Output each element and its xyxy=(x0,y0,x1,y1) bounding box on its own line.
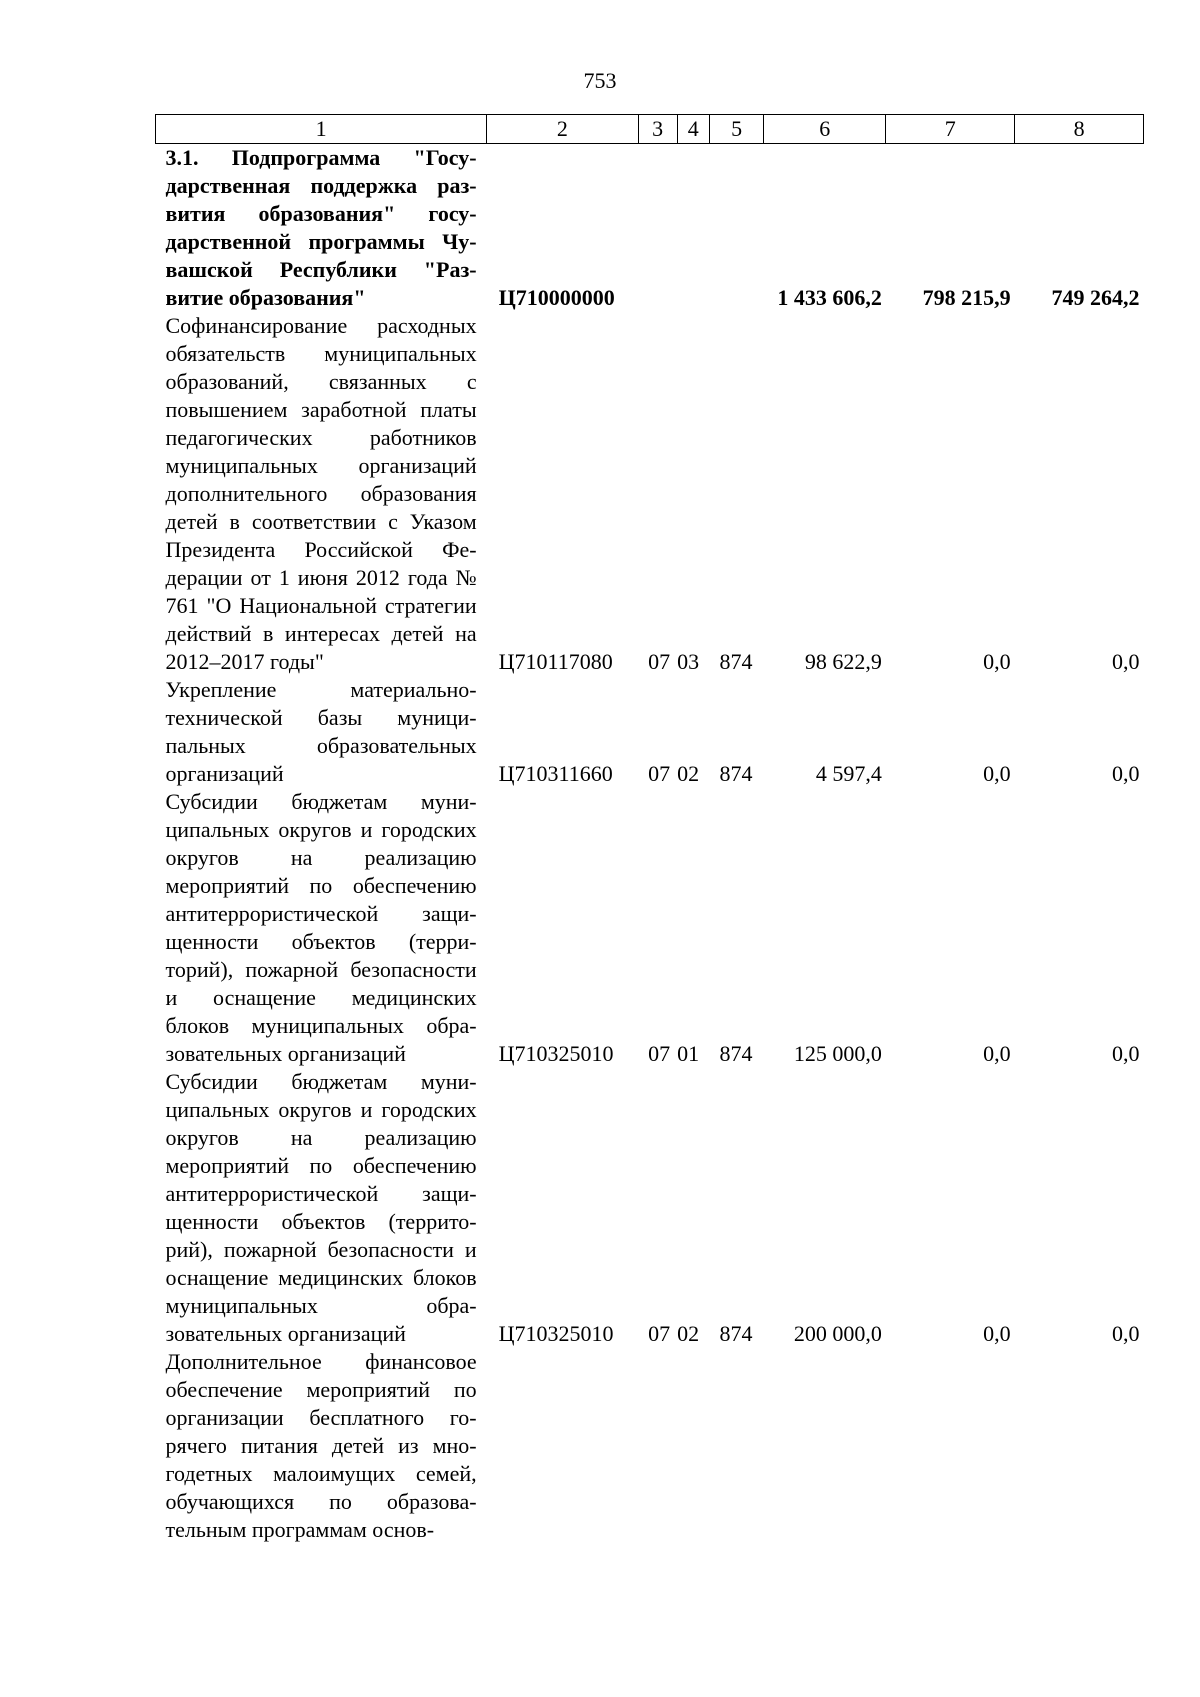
row-subsection: 01 xyxy=(677,1041,700,1066)
row-name: Софинансирование расходных обязательств муниципальных образований, связанных с повышением заработной платы педагогических работников муниципальных организаций дополнительного образования детей в соответствии с Указом Президента Российской Федерации от 1 июня 2012 года № 761 "О Национальной стратегии действий в интересах детей на 2012–2017 годы" xyxy=(165,313,477,674)
column-header-6: 6 xyxy=(764,115,886,144)
row-expense-type: 874 xyxy=(719,1321,753,1346)
row-value-col6 xyxy=(764,1348,886,1544)
row-code: Ц710325010 xyxy=(498,1321,614,1346)
row-code: Ц710117080 xyxy=(498,649,613,674)
row-value-col6: 200 000,0 xyxy=(793,1321,882,1346)
row-name: Укрепление материально-технической базы муниципальных образовательных организаций xyxy=(165,677,477,786)
row-value-col8: 0,0 xyxy=(1112,649,1140,674)
row-section xyxy=(638,144,677,313)
row-name: Субсидии бюджетам муниципальных округов и городских округов на реализацию мероприятий по обеспечению антитеррористической защищенности объектов (территорий), пожарной безопасности и оснащение медицинских блоков муниципальных образовательных организаций xyxy=(165,789,477,1066)
row-value-col6: 98 622,9 xyxy=(804,649,882,674)
row-code: Ц710000000 xyxy=(498,285,615,310)
table-row-subprogram xyxy=(156,144,1144,313)
row-section: 07 xyxy=(648,1321,671,1346)
row-expense-type xyxy=(710,144,764,313)
column-header-3: 3 xyxy=(638,115,677,144)
row-name: Субсидии бюджетам муниципальных округов и городских округов на реализацию мероприятий по обеспечению антитеррористической защищенности объектов (территорий), пожарной безопасности и оснащение медицинских блоков муниципальных образовательных организаций xyxy=(165,1069,477,1346)
column-header-4: 4 xyxy=(677,115,709,144)
column-header-8: 8 xyxy=(1015,115,1144,144)
row-section xyxy=(638,1348,677,1544)
row-section: 07 xyxy=(648,761,671,786)
row-value-col6: 1 433 606,2 xyxy=(777,285,882,310)
row-value-col7: 798 215,9 xyxy=(922,285,1011,310)
page-number: 753 xyxy=(583,68,617,93)
table-row xyxy=(156,788,1144,1068)
row-value-col6: 4 597,4 xyxy=(815,761,882,786)
column-header-5: 5 xyxy=(710,115,764,144)
row-expense-type xyxy=(710,1348,764,1544)
table-header-row xyxy=(156,115,1144,144)
row-value-col7: 0,0 xyxy=(983,1041,1011,1066)
row-value-col8: 0,0 xyxy=(1112,761,1140,786)
row-value-col8: 0,0 xyxy=(1112,1041,1140,1066)
row-value-col8: 0,0 xyxy=(1112,1321,1140,1346)
row-subsection: 02 xyxy=(677,761,700,786)
row-name: Дополнительное финансовое обеспечение мероприятий по организации бесплатного горячего питания детей из многодетных малоимущих семей, обучающихся по образовательным программам основ- xyxy=(165,1349,477,1542)
row-subsection: 03 xyxy=(677,649,700,674)
table-row xyxy=(156,676,1144,788)
row-expense-type: 874 xyxy=(719,761,753,786)
row-value-col8: 749 264,2 xyxy=(1051,285,1140,310)
table-row xyxy=(156,1348,1144,1544)
table-row xyxy=(156,1068,1144,1348)
row-code xyxy=(487,1348,639,1544)
row-subsection: 02 xyxy=(677,1321,700,1346)
row-code: Ц710311660 xyxy=(498,761,613,786)
row-value-col7: 0,0 xyxy=(983,1321,1011,1346)
column-header-7: 7 xyxy=(886,115,1015,144)
row-subsection xyxy=(677,144,709,313)
row-section: 07 xyxy=(648,649,671,674)
row-value-col7: 0,0 xyxy=(983,649,1011,674)
row-expense-type: 874 xyxy=(719,1041,753,1066)
row-name: 3.1. Подпрограмма "Государственная поддержка развития образования" государственной программы Чувашской Республики "Развитие образования" xyxy=(165,145,477,310)
row-value-col6: 125 000,0 xyxy=(793,1041,882,1066)
row-subsection xyxy=(677,1348,709,1544)
budget-table xyxy=(155,114,1144,1544)
row-value-col8 xyxy=(1015,1348,1144,1544)
row-section: 07 xyxy=(648,1041,671,1066)
row-value-col7: 0,0 xyxy=(983,761,1011,786)
row-expense-type: 874 xyxy=(719,649,753,674)
table-row xyxy=(156,312,1144,676)
row-code: Ц710325010 xyxy=(498,1041,614,1066)
row-value-col7 xyxy=(886,1348,1015,1544)
column-header-2: 2 xyxy=(487,115,639,144)
column-header-1: 1 xyxy=(156,115,487,144)
